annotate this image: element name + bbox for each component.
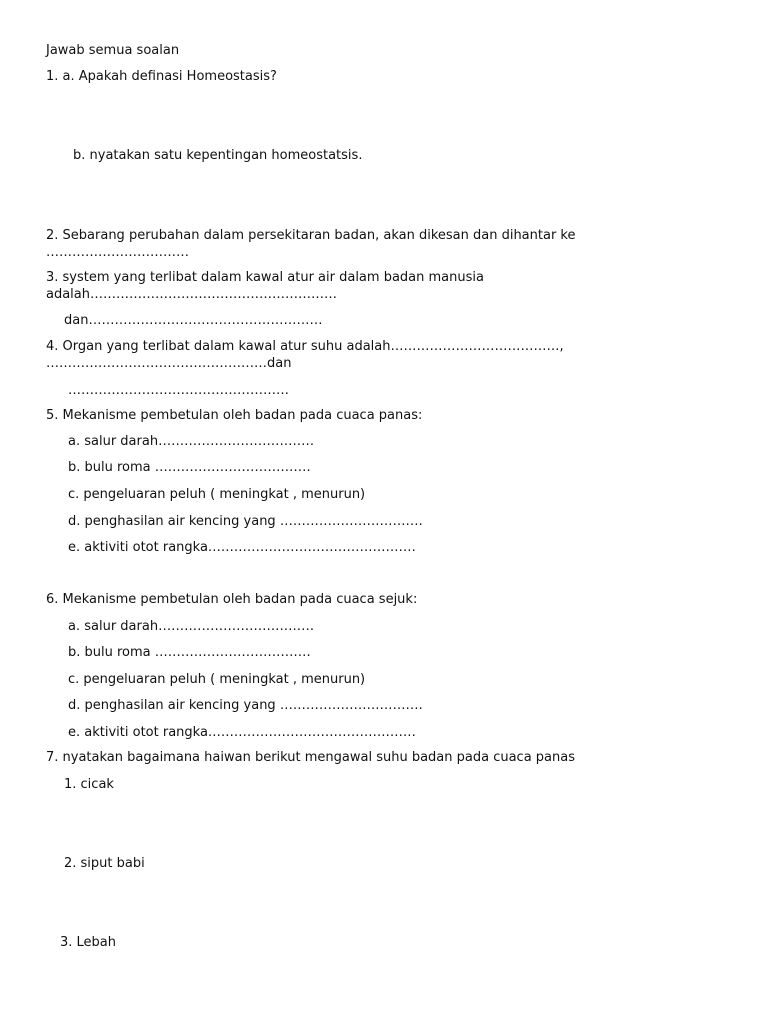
question-3-line1: 3. system yang terlibat dalam kawal atur air dalam badan manusia (46, 270, 484, 285)
question-7-item-3: 3. Lebah (60, 935, 117, 950)
question-5-title: 5. Mekanisme pembetulan oleh badan pada cuaca panas: (46, 408, 423, 423)
question-5-item-b: b. bulu roma ……………………………… (68, 460, 311, 475)
question-7-item-2: 2. siput babi (64, 856, 145, 871)
worksheet-heading: Jawab semua soalan (46, 43, 180, 58)
question-2-line1: 2. Sebarang perubahan dalam persekitaran badan, akan dikesan dan dihantar ke (46, 228, 576, 243)
question-4-line1: 4. Organ yang terlibat dalam kawal atur suhu adalah…………………………………, (46, 339, 564, 354)
question-5-item-e: e. aktiviti otot rangka………………………………………… (68, 540, 416, 555)
question-7-item-1: 1. cicak (64, 777, 114, 792)
question-5-item-d: d. penghasilan air kencing yang …………………………… (68, 514, 423, 529)
question-7-title: 7. nyatakan bagaimana haiwan berikut mengawal suhu badan pada cuaca panas (46, 750, 576, 765)
question-4-line3: …………………………………………… (68, 383, 289, 398)
question-6-title: 6. Mekanisme pembetulan oleh badan pada cuaca sejuk: (46, 592, 418, 607)
question-6-item-b: b. bulu roma ……………………………… (68, 645, 311, 660)
question-6-item-a: a. salur darah……………………………… (68, 619, 315, 634)
question-1a: 1. a. Apakah definasi Homeostasis? (46, 69, 277, 84)
question-2-line2: …………………………… (46, 245, 189, 260)
question-3-line3: dan……………………………………………… (64, 313, 323, 328)
question-6-item-d: d. penghasilan air kencing yang …………………………… (68, 698, 423, 713)
question-4-line2: ……………………………………………dan (46, 356, 292, 371)
question-5-item-c: c. pengeluaran peluh ( meningkat , menurun) (68, 487, 366, 502)
question-1b: b. nyatakan satu kepentingan homeostatsis. (73, 148, 363, 163)
question-3-line2: adalah………………………………………………… (46, 287, 338, 302)
question-5-item-a: a. salur darah……………………………… (68, 434, 315, 449)
question-6-item-c: c. pengeluaran peluh ( meningkat , menurun) (68, 672, 366, 687)
question-6-item-e: e. aktiviti otot rangka………………………………………… (68, 725, 416, 740)
